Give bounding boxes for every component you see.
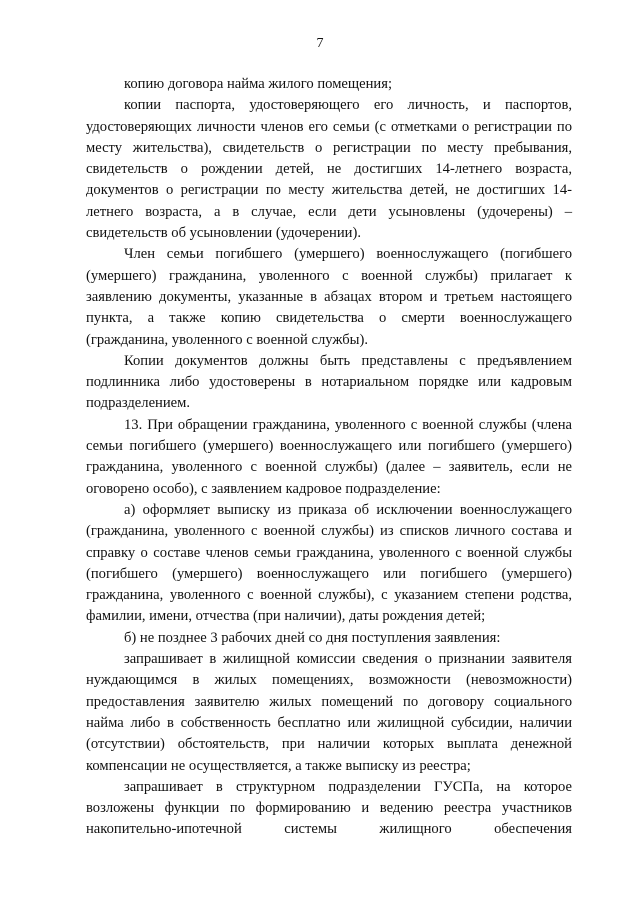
paragraph-item-13-b: б) не позднее 3 рабочих дней со дня поступления заявления: (124, 629, 501, 646)
paragraph-copies-certification: Копии документов должны быть представлены с предъявлением подлинника либо удостоверены в нотариальном порядке или кадровым подразделением. (86, 352, 572, 412)
paragraph-housing-commission-request: запрашивает в жилищной комиссии сведения о признании заявителя нуждающимся в жилых помещениях, возможности (невозможности) предоставления заявителю жилых помещений по договору социального найма либо в собственность бесплатно или жилищной субсидии, наличии (отсутствии) обстоятельств, при наличии которых выплата денежной компенсации не осуществляется, а также выписку из реестра; (86, 651, 572, 774)
paragraph-passport-copies: копии паспорта, удостоверяющего его личность, и паспортов, удостоверяющих личности членов его семьи (с отметками о регистрации по месту жительства), свидетельств о регистрации по месту пребывания, свидетельств о рождении детей, не достигших 14-летнего возраста, документов о регистрации по месту жительства детей, не достигших 14-летнего возраста, а в случае, если дети усыновлены (удочерены) – свидетельств об усыновлении (удочерении). (86, 97, 572, 242)
page-number: 7 (316, 36, 324, 51)
paragraph-family-member-documents: Член семьи погибшего (умершего) военнослужащего (погибшего (умершего) гражданина, уволенного с военной службы) прилагает к заявлению документы, указанные в абзацах втором и третьем настоящего пункта, а также копию свидетельства о смерти военнослужащего (гражданина, уволенного с военной службы). (86, 246, 572, 348)
paragraph-gusp-request: запрашивает в структурном подразделении ГУСПа, на которое возложены функции по формированию и ведению реестра участников накопительно-ипотечной системы жилищного обеспечения (86, 778, 572, 838)
paragraph-item-13: 13. При обращении гражданина, уволенного с военной службы (члена семьи погибшего (умершего) военнослужащего или погибшего (умершего) гражданина, уволенного с военной службы) (далее – заявитель, если не оговорено особо), с заявлением кадровое подразделение: (86, 416, 572, 497)
paragraph-item-13-a: а) оформляет выписку из приказа об исключении военнослужащего (гражданина, уволенного с военной службы) из списков личного состава и справку о составе членов семьи гражданина, уволенного с военной службы (погибшего (умершего) военнослужащего или погибшего (умершего) гражданина, уволенного с военной службы), с указанием степени родства, фамилии, имени, отчества (при наличии), даты рождения детей; (86, 501, 572, 625)
paragraph-lease-copy: копию договора найма жилого помещения; (124, 76, 393, 92)
body-text (86, 74, 572, 841)
